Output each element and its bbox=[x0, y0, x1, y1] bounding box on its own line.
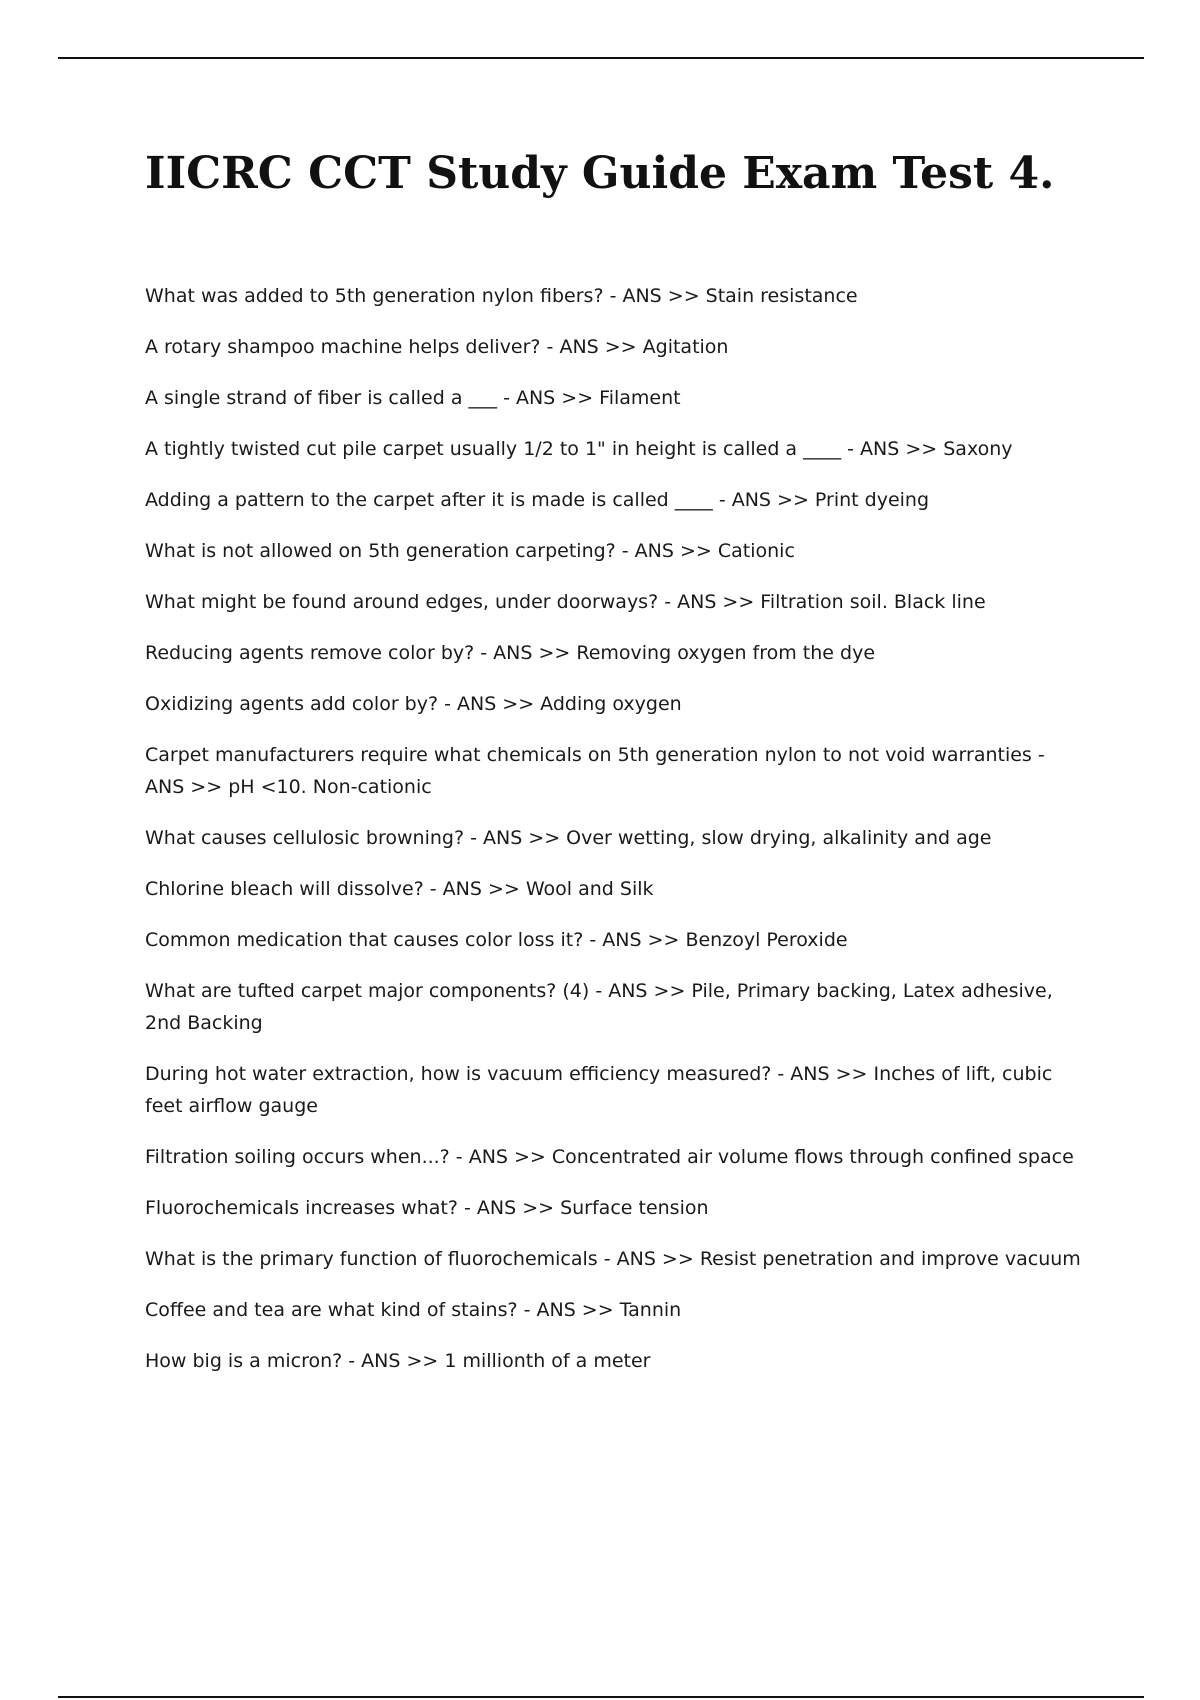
qa-item: What are tufted carpet major components? (4) - ANS >> Pile, Primary backing, Latex adhesive, 2nd Backing bbox=[145, 980, 1053, 1034]
qa-item: Chlorine bleach will dissolve? - ANS >> Wool and Silk bbox=[145, 878, 654, 900]
qa-item: A tightly twisted cut pile carpet usually 1/2 to 1" in height is called a ____ - ANS >> Saxony bbox=[145, 438, 1013, 460]
qa-item: Oxidizing agents add color by? - ANS >> Adding oxygen bbox=[145, 693, 682, 715]
page-title: IICRC CCT Study Guide Exam Test 4. bbox=[145, 148, 1055, 199]
qa-item: A single strand of fiber is called a ___ - ANS >> Filament bbox=[145, 387, 681, 409]
qa-item: Adding a pattern to the carpet after it is made is called ____ - ANS >> Print dyeing bbox=[145, 489, 930, 511]
qa-item: How big is a micron? - ANS >> 1 millionth of a meter bbox=[145, 1350, 651, 1372]
qa-item: What was added to 5th generation nylon fibers? - ANS >> Stain resistance bbox=[145, 285, 858, 307]
qa-item: What might be found around edges, under doorways? - ANS >> Filtration soil. Black line bbox=[145, 591, 986, 613]
qa-item: Common medication that causes color loss it? - ANS >> Benzoyl Peroxide bbox=[145, 929, 848, 951]
qa-item: Reducing agents remove color by? - ANS >> Removing oxygen from the dye bbox=[145, 642, 876, 664]
qa-item: A rotary shampoo machine helps deliver? - ANS >> Agitation bbox=[145, 336, 729, 358]
qa-item: What causes cellulosic browning? - ANS >> Over wetting, slow drying, alkalinity and age bbox=[145, 827, 992, 849]
qa-item: What is not allowed on 5th generation carpeting? - ANS >> Cationic bbox=[145, 540, 795, 562]
qa-item: Coffee and tea are what kind of stains? - ANS >> Tannin bbox=[145, 1299, 682, 1321]
qa-item: Filtration soiling occurs when...? - ANS >> Concentrated air volume flows through confined space bbox=[145, 1146, 1074, 1168]
qa-item: What is the primary function of fluorochemicals - ANS >> Resist penetration and improve vacuum bbox=[145, 1248, 1081, 1270]
qa-item: During hot water extraction, how is vacuum efficiency measured? - ANS >> Inches of lift, cubic feet airflow gauge bbox=[145, 1063, 1053, 1117]
bottom-rule bbox=[58, 1696, 1144, 1698]
qa-item: Carpet manufacturers require what chemicals on 5th generation nylon to not void warranties - ANS >> pH <10. Non-cationic bbox=[145, 744, 1045, 798]
top-rule bbox=[58, 57, 1144, 59]
qa-list bbox=[145, 280, 1085, 1396]
qa-item: Fluorochemicals increases what? - ANS >> Surface tension bbox=[145, 1197, 709, 1219]
